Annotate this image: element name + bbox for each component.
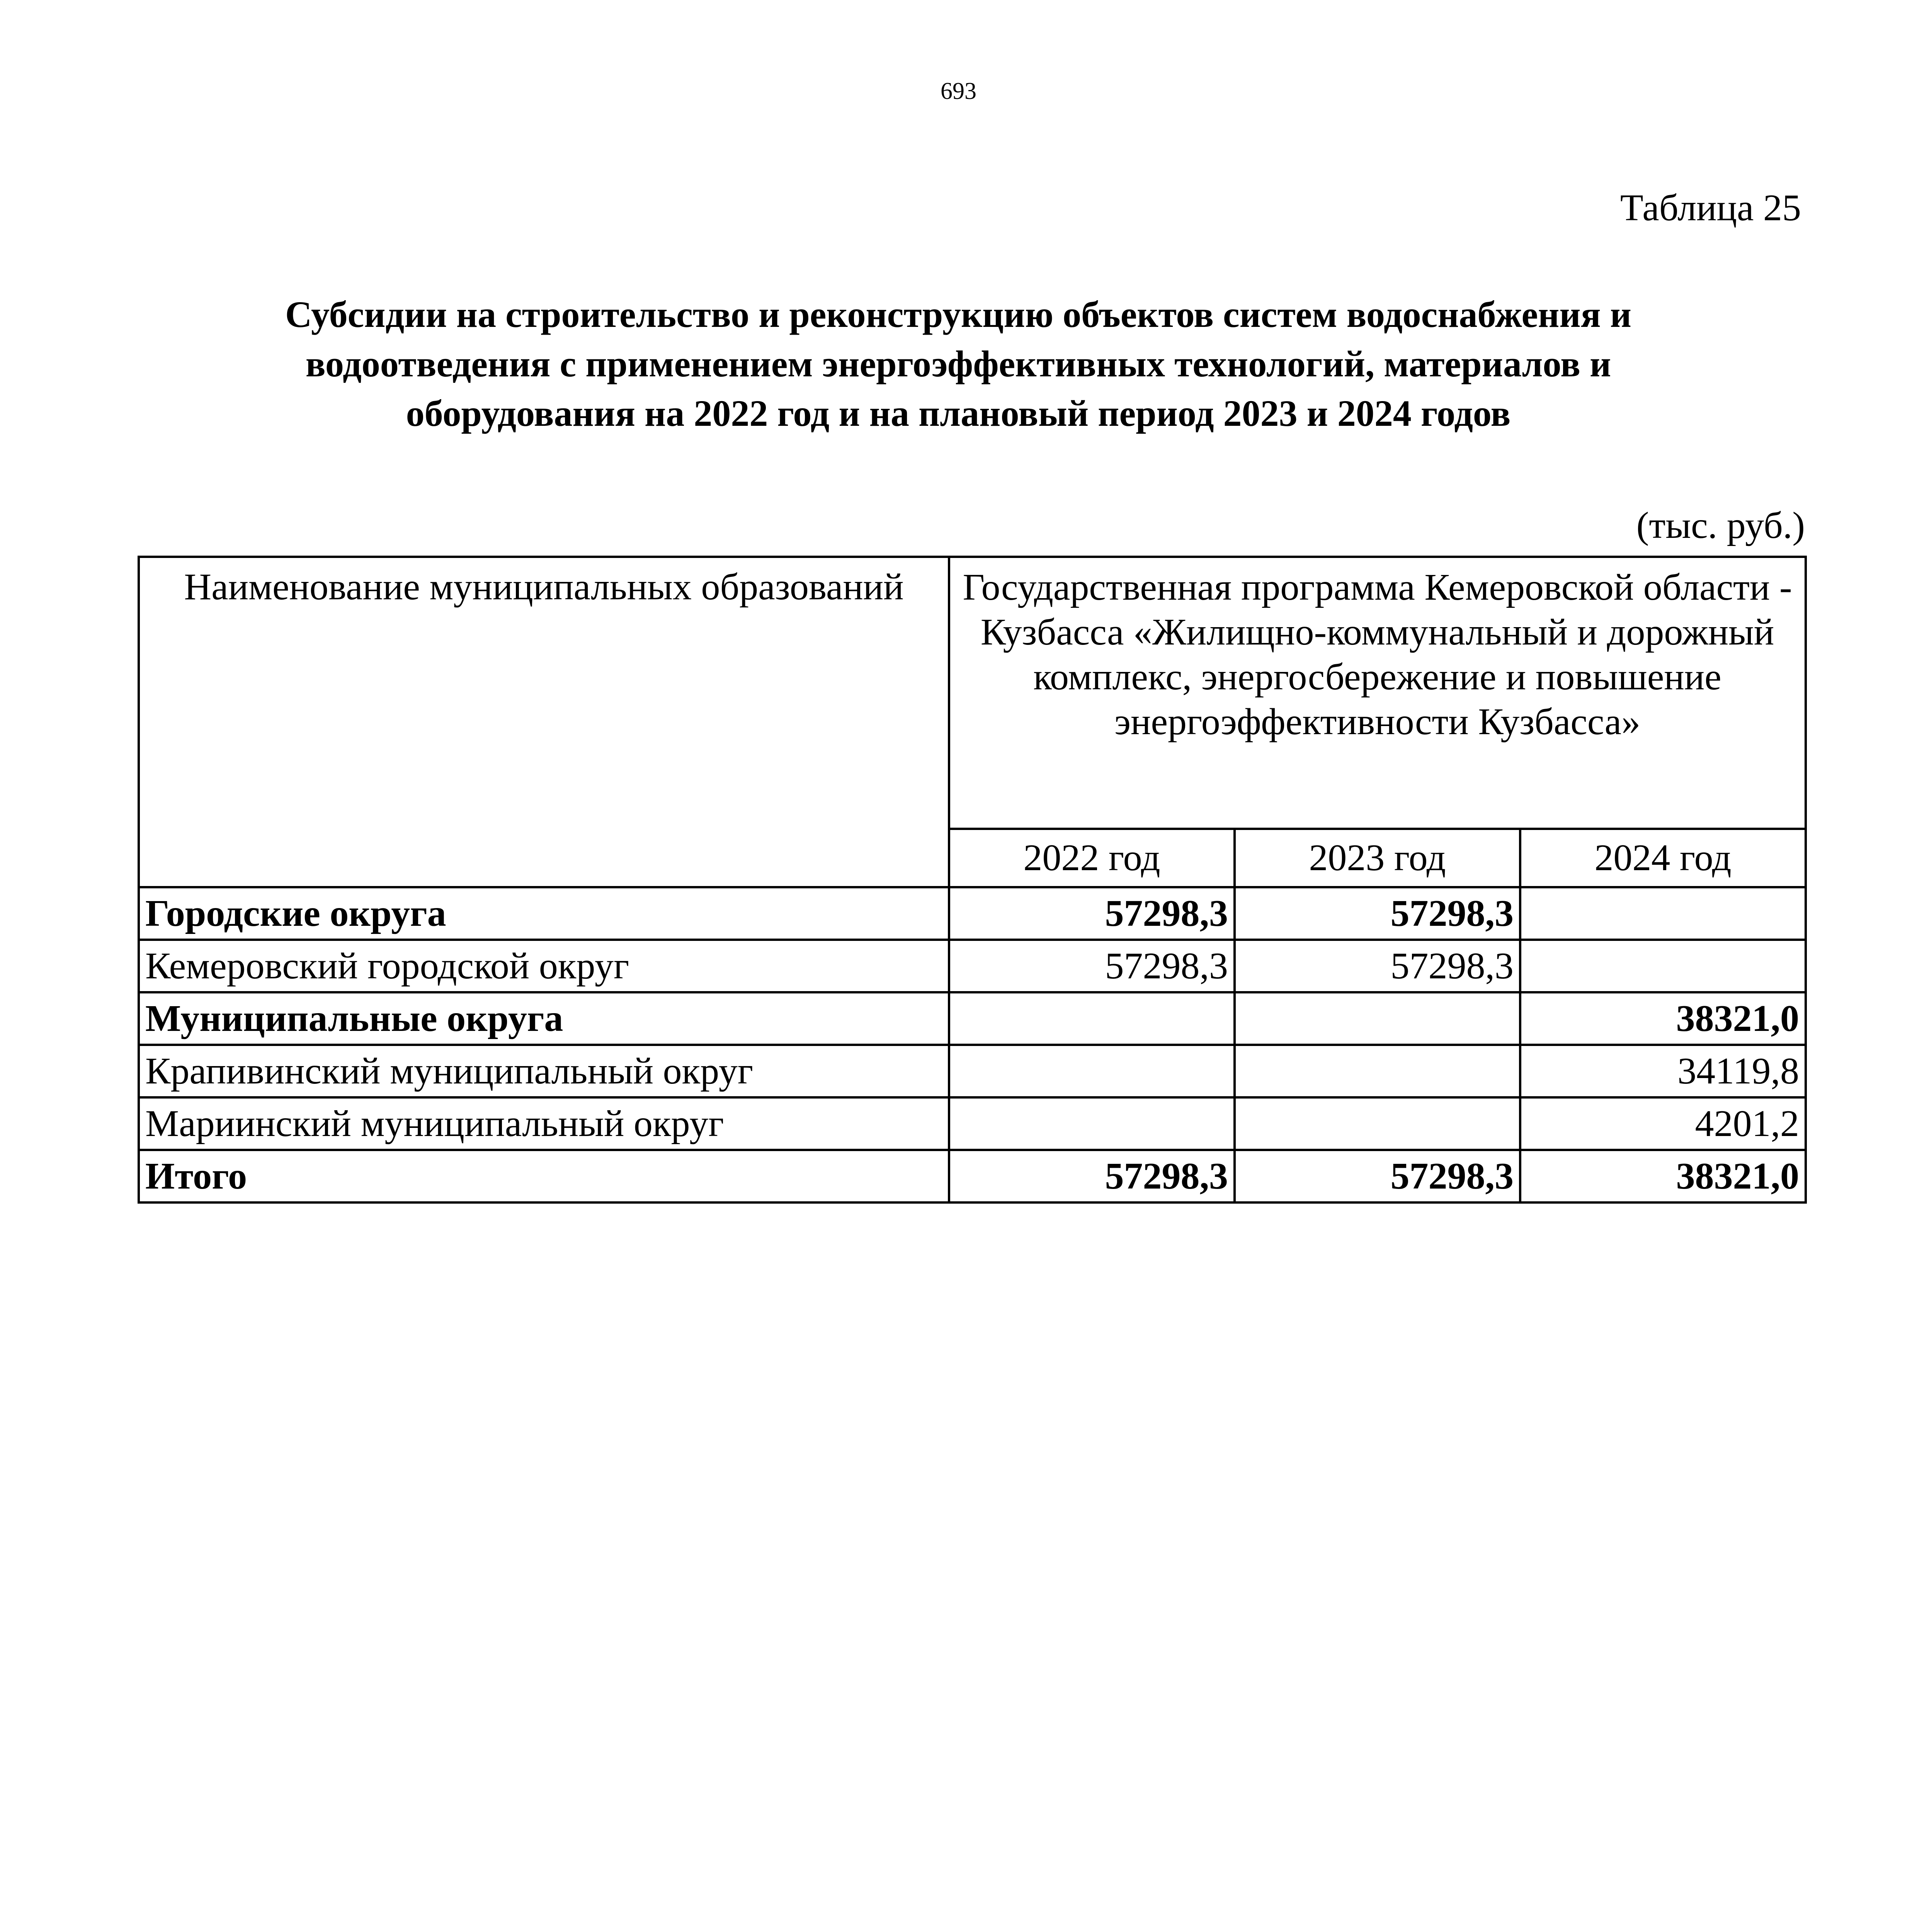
subsidies-table [138,556,1807,1204]
table-row [139,1150,1806,1202]
row-value-2023: 57298,3 [1235,1150,1520,1202]
title-line-2: водоотведения с применением энергоэффективных технологий, материалов и [305,343,1611,384]
row-value-2022: 57298,3 [949,940,1235,992]
row-value-2022 [949,1045,1235,1097]
unit-label: (тыс. руб.) [1636,505,1805,546]
row-value-2024: 38321,0 [1520,1150,1806,1202]
header-year-2023: 2023 год [1235,829,1520,887]
title-line-1: Субсидии на строительство и реконструкцию объектов систем водоснабжения и [285,294,1631,335]
row-value-2022: 57298,3 [949,887,1235,940]
title-line-3: оборудования на 2022 год и на плановый период 2023 и 2024 годов [406,393,1511,434]
row-name: Крапивинский муниципальный округ [139,1045,949,1097]
row-value-2024: 4201,2 [1520,1097,1806,1150]
row-value-2023 [1235,992,1520,1045]
row-value-2022: 57298,3 [949,1150,1235,1202]
row-name: Кемеровский городской округ [139,940,949,992]
row-name: Муниципальные округа [139,992,949,1045]
table-row [139,1045,1806,1097]
row-value-2024 [1520,887,1806,940]
row-value-2023 [1235,1097,1520,1150]
row-value-2023 [1235,1045,1520,1097]
header-state-program: Государственная программа Кемеровской области - Кузбасса «Жилищно-коммунальный и дорожный комплекс, энергосбережение и повышение энергоэффективности Кузбасса» [949,557,1806,829]
table-row [139,887,1806,940]
row-name: Итого [139,1150,949,1202]
table-row [139,1097,1806,1150]
row-value-2024: 34119,8 [1520,1045,1806,1097]
row-value-2022 [949,1097,1235,1150]
header-municipality-name: Наименование муниципальных образований [139,557,949,887]
document-title [162,290,1754,438]
row-value-2022 [949,992,1235,1045]
table-label: Таблица 25 [1620,187,1801,229]
row-name: Городские округа [139,887,949,940]
row-value-2023: 57298,3 [1235,887,1520,940]
table-row [139,992,1806,1045]
table-row [139,940,1806,992]
row-name: Мариинский муниципальный округ [139,1097,949,1150]
header-year-2024: 2024 год [1520,829,1806,887]
row-value-2024 [1520,940,1806,992]
page-number: 693 [941,78,976,104]
header-year-2022: 2022 год [949,829,1235,887]
row-value-2024: 38321,0 [1520,992,1806,1045]
row-value-2023: 57298,3 [1235,940,1520,992]
